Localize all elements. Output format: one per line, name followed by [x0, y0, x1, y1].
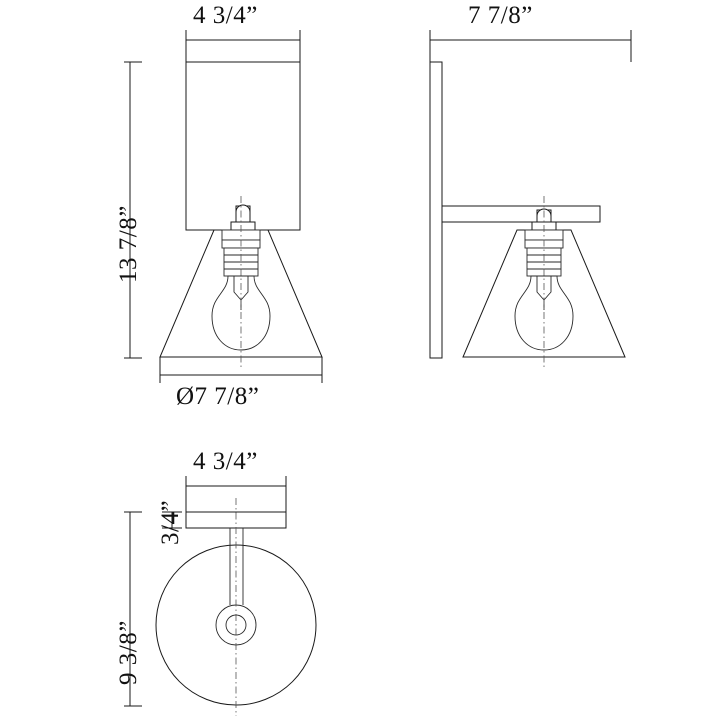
front-height-label: 13 7/8”: [115, 205, 142, 283]
plan-arm: [230, 528, 243, 605]
plan-socket-ring-inner: [226, 615, 246, 635]
front-width-dimension-line: [186, 30, 300, 62]
shade-diameter-label: Ø7 7/8”: [176, 383, 260, 410]
plan-shade-outer: [156, 545, 316, 705]
side-depth-label: 7 7/8”: [468, 2, 533, 29]
side-shade-cone: [463, 230, 625, 357]
plan-backplate: [186, 512, 286, 528]
plan-width-label: 4 3/4”: [193, 448, 258, 475]
side-arm: [442, 206, 600, 222]
side-socket-detail: [532, 209, 556, 232]
front-shade-cone: [160, 230, 322, 357]
front-socket-detail: [231, 205, 255, 232]
front-width-label: 4 3/4”: [193, 2, 258, 29]
front-bulb-assembly: [212, 230, 270, 350]
shade-diameter-dimension-line: [160, 357, 322, 383]
plan-width-dimension-line: [186, 476, 286, 512]
side-bulb-assembly: [515, 230, 573, 350]
plan-socket-ring-outer: [216, 605, 256, 645]
side-depth-dimension-line: [430, 30, 631, 62]
plate-thickness-label: 3/4”: [157, 499, 184, 545]
side-backplate: [430, 62, 442, 358]
plan-depth-label: 9 3/8”: [115, 620, 142, 685]
